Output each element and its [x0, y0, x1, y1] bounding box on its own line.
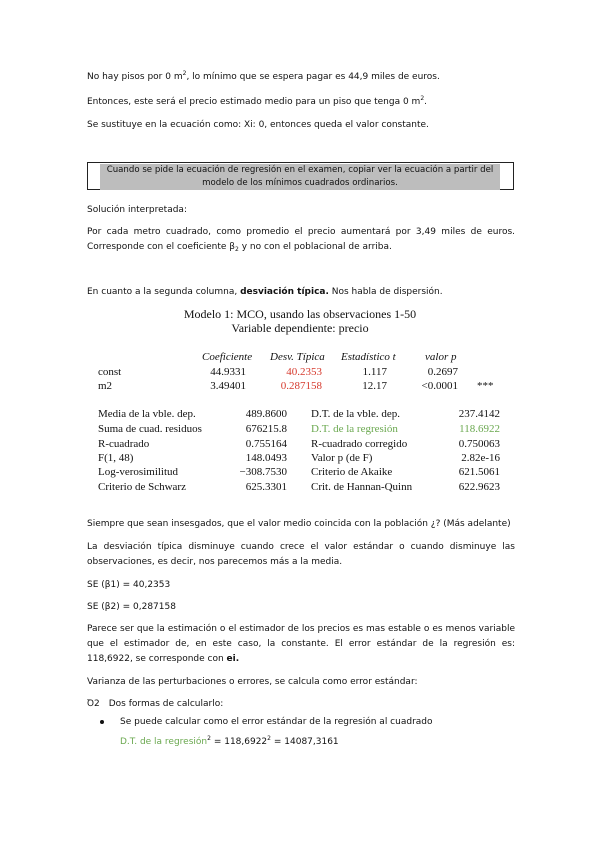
sigma-line: Ꝺ2 Dos formas de calcularlo:	[87, 699, 224, 709]
model-subtitle: Variable dependiente: precio	[231, 321, 369, 335]
paragraph-no-pisos: No hay pisos por 0 $m^2$, lo mínimo que se espera pagar es 44,9 miles de euros.	[87, 70, 440, 82]
row-m2-coef: 3.49401	[210, 380, 246, 392]
stat-value: 237.4142	[458, 408, 500, 420]
stat-value: 621.5061	[458, 466, 500, 478]
note-box-text: Cuando se pide la ecuación de regresión en el examen, copiar ver la ecuación a partir del modelo de los mínimos cuadrados ordinarios.	[100, 164, 500, 190]
stat-label: R-cuadrado corregido	[311, 438, 408, 450]
row-m2-stars: ***	[477, 380, 494, 392]
stat-label: Log-verosimilitud	[98, 466, 179, 478]
se-beta2: SE (β2) = 0,287158	[87, 602, 176, 612]
header-valor-p: valor p	[425, 351, 457, 363]
row-m2-p: <0.0001	[421, 380, 458, 392]
paragraph-estabilidad: Parece ser que la estimación o el estimador de los precios es mas estable o es menos variable que el estimador de, en este caso, la constante. El error estándar de la regresión es: 118,6922, se corresponde con ei.	[87, 624, 515, 664]
paragraph-precio-estimado: Entonces, este será el precio estimado medio para un piso que tenga 0 $m^2$.	[87, 95, 428, 107]
stat-label: Crit. de Hannan-Quinn	[311, 481, 413, 493]
model-title: Modelo 1: MCO, usando las observaciones 1-50	[183, 307, 417, 321]
row-const-se: 40.2353	[286, 366, 322, 378]
formula-line: D.T. de la regresión$^2$ = $118,6922^2 = 14087,3161$	[120, 735, 339, 747]
stat-label: Valor p (de F)	[311, 452, 373, 464]
row-const-p: 0.2697	[427, 366, 458, 378]
stat-value: 676215.8	[245, 423, 287, 435]
paragraph-desviacion: La desviación típica disminuye cuando crece el valor estándar o cuando disminuye las observaciones, es decir, nos parecemos más a la media.	[87, 542, 515, 567]
stat-value: 148.0493	[245, 452, 287, 464]
paragraph-insesgados: Siempre que sean insesgados, que el valor medio coincida con la población ¿? (Más adelante)	[87, 519, 511, 529]
stat-label: R-cuadrado	[98, 438, 150, 450]
stat-value: −308.7530	[239, 466, 287, 478]
stat-label-dt-regresion: D.T. de la regresión	[311, 423, 398, 435]
stat-label: F(1, 48)	[98, 452, 134, 464]
stat-label: Criterio de Akaike	[311, 466, 393, 478]
header-coeficiente: Coeficiente	[202, 351, 253, 363]
row-m2-name: m2	[98, 380, 113, 392]
heading-solucion: Solución interpretada:	[87, 205, 187, 215]
paragraph-varianza: Varianza de las perturbaciones o errores, se calcula como error estándar:	[87, 677, 418, 687]
paragraph-sustituye: Se sustituye en la ecuación como: Xi: 0, entonces queda el valor constante.	[87, 120, 429, 130]
bullet-icon	[100, 720, 104, 724]
row-const-coef: 44.9331	[210, 366, 246, 378]
row-const-name: const	[98, 366, 122, 378]
header-estadistico-t: Estadístico t	[341, 351, 396, 363]
row-const-t: 1.117	[362, 366, 387, 378]
bullet-text: Se puede calcular como el error estándar de la regresión al cuadrado	[120, 717, 433, 727]
se-beta1: SE (β1) = 40,2353	[87, 580, 171, 590]
stat-label: Criterio de Schwarz	[98, 481, 186, 493]
row-m2-se: 0.287158	[280, 380, 322, 392]
paragraph-segunda-columna: En cuanto a la segunda columna, desviación típica. Nos habla de dispersión.	[87, 287, 443, 297]
stat-value: 0.750063	[458, 438, 500, 450]
stat-label: D.T. de la vble. dep.	[311, 408, 400, 420]
row-m2-t: 12.17	[362, 380, 387, 392]
stat-label: Media de la vble. dep.	[98, 408, 196, 420]
stat-value: 489.8600	[245, 408, 287, 420]
stat-label: Suma de cuad. residuos	[98, 423, 202, 435]
stat-value: 0.755164	[245, 438, 287, 450]
stat-value-dt-regresion: 118.6922	[459, 423, 500, 435]
paragraph-interpretacion: Por cada metro cuadrado, como promedio el precio aumentará por 3,49 miles de euros. Corresponde con el coeficiente $\beta_2$ y no con el poblacional de arriba.	[87, 227, 515, 253]
stat-value: 625.3301	[245, 481, 287, 493]
sigma-symbol: Ꝺ2	[87, 699, 100, 709]
header-desv-tipica: Desv. Típica	[270, 351, 325, 363]
stat-value: 622.9623	[458, 481, 500, 493]
stat-value: 2.82e-16	[461, 452, 500, 464]
